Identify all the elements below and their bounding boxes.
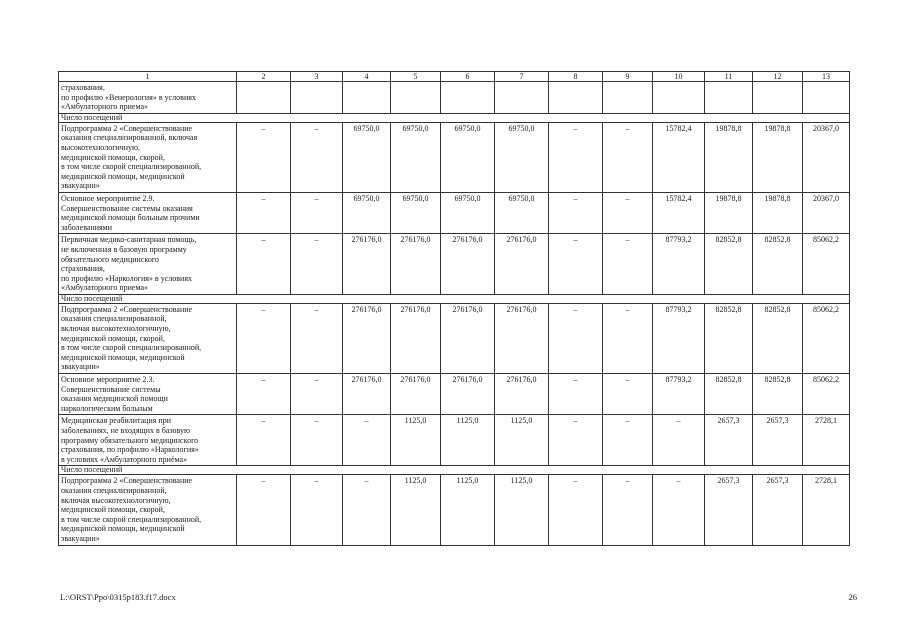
value-cell: 85062,2 [803,234,850,295]
column-number-9: 9 [603,72,653,82]
value-cell [237,82,291,114]
column-number-3: 3 [291,72,343,82]
value-cell: 1125,0 [441,475,495,545]
value-cell [603,82,653,114]
value-cell: 69750,0 [441,192,495,233]
row-description: Основное мероприятие 2.9. Совершенствование системы оказания медицинской помощи больным прочими заболеваниями [59,192,237,233]
value-cell: – [237,192,291,233]
column-number-row [59,72,850,82]
value-cell: – [291,192,343,233]
value-cell: – [549,192,603,233]
column-number-1: 1 [59,72,237,82]
value-cell: – [603,122,653,192]
value-cell [291,82,343,114]
value-cell: – [237,475,291,545]
column-number-13: 13 [803,72,850,82]
table-row [59,122,850,192]
value-cell: 85062,2 [803,374,850,415]
column-number-6: 6 [441,72,495,82]
value-cell: 276176,0 [343,374,391,415]
value-cell: 19878,8 [753,192,803,233]
table-row [59,415,850,466]
value-cell [653,82,705,114]
column-number-4: 4 [343,72,391,82]
value-cell: 15782,4 [653,192,705,233]
value-cell: – [291,234,343,295]
value-cell [753,82,803,114]
column-number-8: 8 [549,72,603,82]
value-cell: 85062,2 [803,303,850,373]
value-cell: 2728,1 [803,475,850,545]
value-cell: – [549,122,603,192]
value-cell: – [291,303,343,373]
visits-label: Число посещений [59,113,850,122]
value-cell [705,82,753,114]
value-cell: 69750,0 [391,192,441,233]
file-path: L:\ORST\Ppo\0315p183.f17.docx [60,592,176,602]
visits-row [59,294,850,303]
value-cell: 1125,0 [391,415,441,466]
value-cell: 276176,0 [495,374,549,415]
value-cell: 20367,0 [803,192,850,233]
value-cell: 19878,8 [753,122,803,192]
value-cell: 2657,3 [753,475,803,545]
value-cell: 82852,8 [705,303,753,373]
value-cell: – [291,415,343,466]
value-cell: 82852,8 [753,303,803,373]
value-cell: 276176,0 [441,234,495,295]
value-cell: 276176,0 [391,303,441,373]
value-cell: 69750,0 [343,192,391,233]
value-cell: 276176,0 [343,303,391,373]
value-cell: – [291,374,343,415]
value-cell [495,82,549,114]
value-cell: 69750,0 [391,122,441,192]
row-description: страхования, по профилю «Венерология» в условиях «Амбулаторного приема» [59,82,237,114]
value-cell: – [549,234,603,295]
row-description: Медицинская реабилитация при заболеваниях, не входящих в базовую программу обязательного медицинского страхования, по профилю «Наркология» в условиях «Амбулаторного приёма» [59,415,237,466]
column-number-11: 11 [705,72,753,82]
value-cell: – [291,475,343,545]
value-cell: 2728,1 [803,415,850,466]
value-cell: 87793,2 [653,303,705,373]
value-cell [549,82,603,114]
value-cell: 276176,0 [495,303,549,373]
value-cell: 87793,2 [653,374,705,415]
value-cell: 1125,0 [391,475,441,545]
value-cell: 276176,0 [391,234,441,295]
row-description: Подпрограмма 2 «Совершенствование оказания специализированной, включая высокотехнологичную, медицинской помощи, скорой, в том числе скорой специализированной, медицинской помощи, медицинской эвакуации» [59,122,237,192]
table-row [59,475,850,545]
visits-label: Число посещений [59,466,850,475]
table-row [59,192,850,233]
table-row [59,82,850,114]
column-number-2: 2 [237,72,291,82]
value-cell: – [603,415,653,466]
table-row [59,234,850,295]
value-cell: 82852,8 [753,374,803,415]
value-cell: – [237,303,291,373]
value-cell: – [237,234,291,295]
value-cell: 2657,3 [705,415,753,466]
value-cell: – [343,475,391,545]
visits-row [59,466,850,475]
value-cell: – [343,415,391,466]
value-cell: – [291,122,343,192]
value-cell: 1125,0 [495,415,549,466]
value-cell: – [653,415,705,466]
value-cell: – [603,234,653,295]
table-body [59,72,850,546]
table-row [59,374,850,415]
value-cell: – [603,475,653,545]
value-cell: – [237,122,291,192]
visits-row [59,113,850,122]
value-cell [441,82,495,114]
table-row [59,303,850,373]
value-cell: 276176,0 [495,234,549,295]
value-cell: 69750,0 [441,122,495,192]
value-cell: – [549,303,603,373]
value-cell: – [603,374,653,415]
value-cell: 276176,0 [441,303,495,373]
value-cell: 69750,0 [495,192,549,233]
value-cell: 19878,8 [705,192,753,233]
value-cell: – [237,374,291,415]
value-cell: 276176,0 [343,234,391,295]
value-cell: 1125,0 [441,415,495,466]
value-cell: – [653,475,705,545]
value-cell [391,82,441,114]
value-cell: 87793,2 [653,234,705,295]
column-number-5: 5 [391,72,441,82]
value-cell: – [603,303,653,373]
value-cell: – [237,415,291,466]
value-cell: 276176,0 [441,374,495,415]
value-cell: – [549,374,603,415]
value-cell: 2657,3 [753,415,803,466]
value-cell: – [549,475,603,545]
visits-label: Число посещений [59,294,850,303]
value-cell: – [549,415,603,466]
page-number: 26 [848,592,857,602]
value-cell [343,82,391,114]
value-cell: 82852,8 [753,234,803,295]
row-description: Подпрограмма 2 «Совершенствование оказания специализированной, включая высокотехнологичную, медицинской помощи, скорой, в том числе скорой специализированной, медицинской помощи, медицинской эвакуации» [59,303,237,373]
budget-table [58,71,850,546]
value-cell: 276176,0 [391,374,441,415]
value-cell: 20367,0 [803,122,850,192]
column-number-7: 7 [495,72,549,82]
value-cell: 69750,0 [495,122,549,192]
value-cell: 69750,0 [343,122,391,192]
value-cell: 82852,8 [705,374,753,415]
value-cell [803,82,850,114]
value-cell: – [603,192,653,233]
value-cell: 82852,8 [705,234,753,295]
value-cell: 2657,3 [705,475,753,545]
value-cell: 15782,4 [653,122,705,192]
row-description: Подпрограмма 2 «Совершенствование оказания специализированной, включая высокотехнологичную, медицинской помощи, скорой, в том числе скорой специализированной, медицинской помощи, медицинской эвакуации» [59,475,237,545]
column-number-10: 10 [653,72,705,82]
value-cell: 1125,0 [495,475,549,545]
row-description: Основное мероприятие 2.3. Совершенствование системы оказания медицинской помощи наркологическим больным [59,374,237,415]
column-number-12: 12 [753,72,803,82]
value-cell: 19878,8 [705,122,753,192]
row-description: Первичная медико-санитарная помощь, не включенная в базовую программу обязательного медицинского страхования, по профилю «Наркология» в условиях «Амбулаторного приема» [59,234,237,295]
